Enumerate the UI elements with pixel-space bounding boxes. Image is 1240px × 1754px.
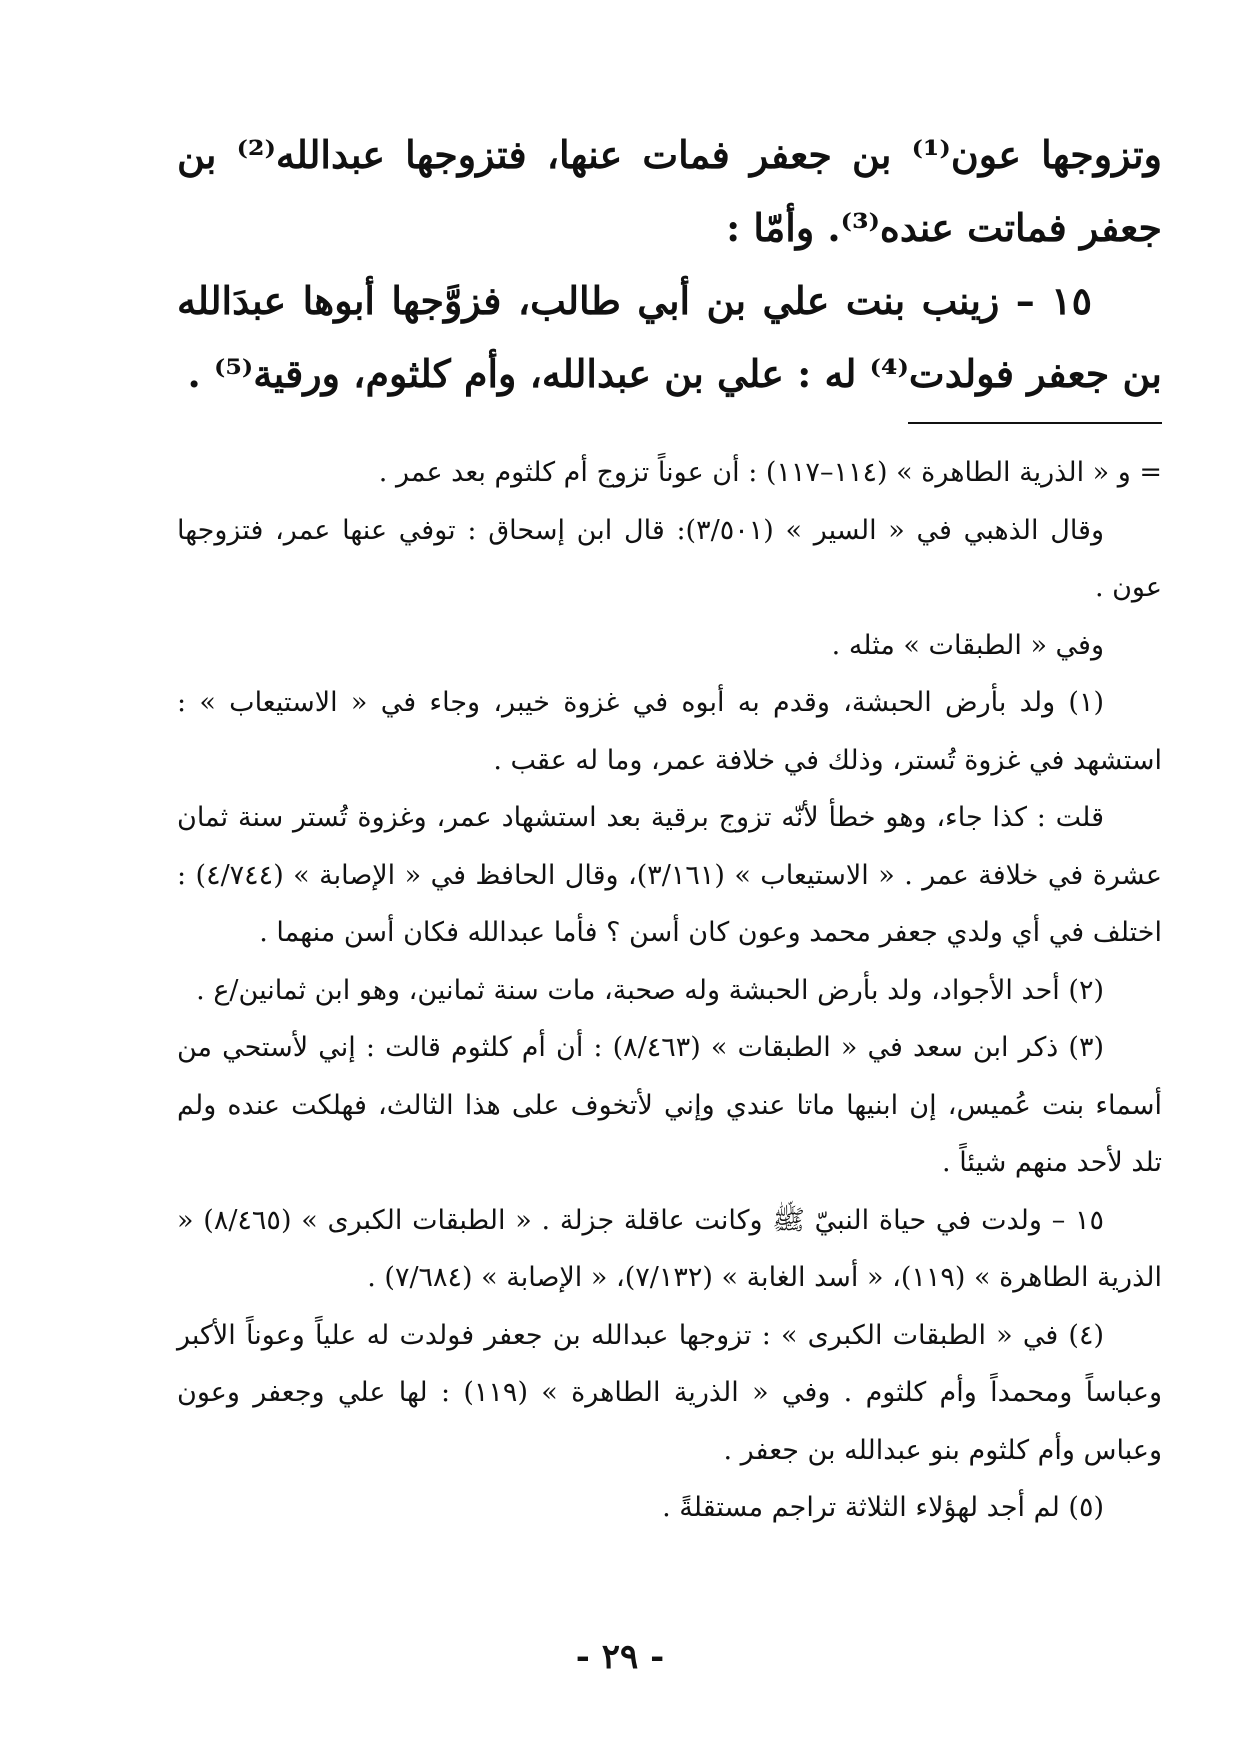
footnote-continuation-1: = و « الذرية الطاهرة » (١١٤–١١٧) : أن عوناً تزوج أم كلثوم بعد عمر . bbox=[378, 457, 1162, 488]
footnote-4: (٤) في « الطبقات الكبرى » : تزوجها عبدالله بن جعفر فولدت له علياً وعوناً الأكبر وعباساً ومحمداً وأم كلثوم . وفي « الذرية الطاهرة » (١١٩) : لها علي وجعفر وعون وعباس وأم كلثوم بنو عبدالله بن جعفر . bbox=[177, 1319, 1162, 1466]
footnotes bbox=[177, 444, 1162, 1537]
footnote-2: (٢) أحد الأجواد، ولد بأرض الحبشة وله صحبة، مات سنة ثمانين، وهو ابن ثمانين/ع . bbox=[196, 974, 1104, 1006]
page-number: - ٢٩ - bbox=[575, 1637, 665, 1677]
footnote-1: (١) ولد بأرض الحبشة، وقدم به أبوه في غزوة خيبر، وجاء في « الاستيعاب » : استشهد في غزوة تُستر، وذلك في خلافة عمر، وما له عقب . bbox=[177, 687, 1162, 776]
footnote-1-comment: قلت : كذا جاء، وهو خطأ لأنّه تزوج برقية بعد استشهاد عمر، وغزوة تُستر سنة ثمان عشرة في خلافة عمر . « الاستيعاب » (٣/١٦١)، وقال الحافظ في « الإصابة » (٤/٧٤٤) : اختلف في أي ولدي جعفر محمد وعون كان أسن ؟ فأما عبدالله فكان أسن منهما . bbox=[177, 802, 1162, 948]
footnote-3: (٣) ذكر ابن سعد في « الطبقات » (٨/٤٦٣) : أن أم كلثوم قالت : إني لأستحي من أسماء بنت عُميس، إن ابنيها ماتا عندي وإني لأتخوف على هذا الثالث، فهلكت عنده ولم تلد لأحد منهم شيئاً . bbox=[177, 1032, 1162, 1178]
footnote-continuation-2: وقال الذهبي في « السير » (٣/٥٠١): قال ابن إسحاق : توفي عنها عمر، فتزوجها عون . bbox=[177, 514, 1162, 603]
footnote-15: ١٥ – ولدت في حياة النبيّ ﷺ وكانت عاقلة جزلة . « الطبقات الكبرى » (٨/٤٦٥) « الذرية الطاهرة » (١١٩)، « أسد الغابة » (٧/١٣٢)، « الإصابة » (٧/٦٨٤) . bbox=[177, 1204, 1162, 1293]
footnote-separator bbox=[908, 422, 1162, 424]
footnote-5: (٥) لم أجد لهؤلاء الثلاثة تراجم مستقلةً . bbox=[662, 1492, 1104, 1523]
main-paragraph-2: ١٥ – زينب بنت علي بن أبي طالب، فزوَّجها أبوها عبدَالله بن جعفر فولدت⁽⁴⁾ له : علي بن عبدالله، وأم كلثوم، ورقية⁽⁵⁾ . bbox=[177, 278, 1162, 396]
main-text bbox=[177, 118, 1162, 410]
footnote-continuation-3: وفي « الطبقات » مثله . bbox=[831, 629, 1104, 661]
main-paragraph-1: وتزوجها عون⁽¹⁾ بن جعفر فمات عنها، فتزوجها عبدالله⁽²⁾ بن جعفر فماتت عنده⁽³⁾. وأمّا : bbox=[177, 132, 1162, 250]
